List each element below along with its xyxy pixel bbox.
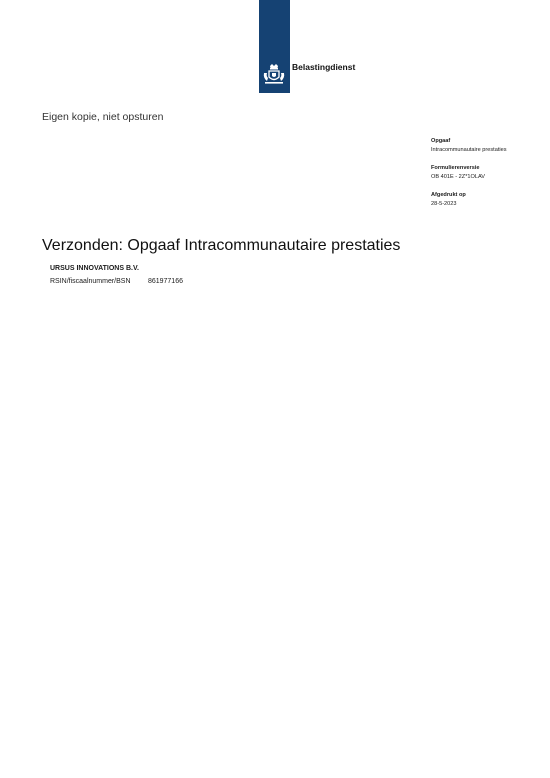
meta-opgaaf-value: Intracommunautaire prestaties [431,147,507,153]
copy-note: Eigen kopie, niet opsturen [42,111,164,123]
company-id-label: RSIN/fiscaalnummer/BSN [50,278,131,285]
meta-opgaaf [431,137,546,155]
meta-afgedrukt-value: 28-5-2023 [431,201,457,207]
company-name: URSUS INNOVATIONS B.V. [50,265,139,272]
meta-afgedrukt [431,191,546,209]
meta-formulier-label: Formulierenversie [431,165,480,171]
company-id-value: 861977166 [147,278,183,285]
meta-formulier-value: OB 401E - 2Z*1OLAV [431,174,485,180]
organization-name: Belastingdienst [292,62,356,72]
meta-afgedrukt-label: Afgedrukt op [431,192,466,198]
meta-opgaaf-label: Opgaaf [431,138,451,144]
royal-coat-of-arms-icon [262,63,286,85]
page-title: Verzonden: Opgaaf Intracommunautaire prestaties [42,237,401,254]
company-id-row [50,278,183,285]
meta-formulier [431,164,546,182]
document-meta [431,137,546,218]
